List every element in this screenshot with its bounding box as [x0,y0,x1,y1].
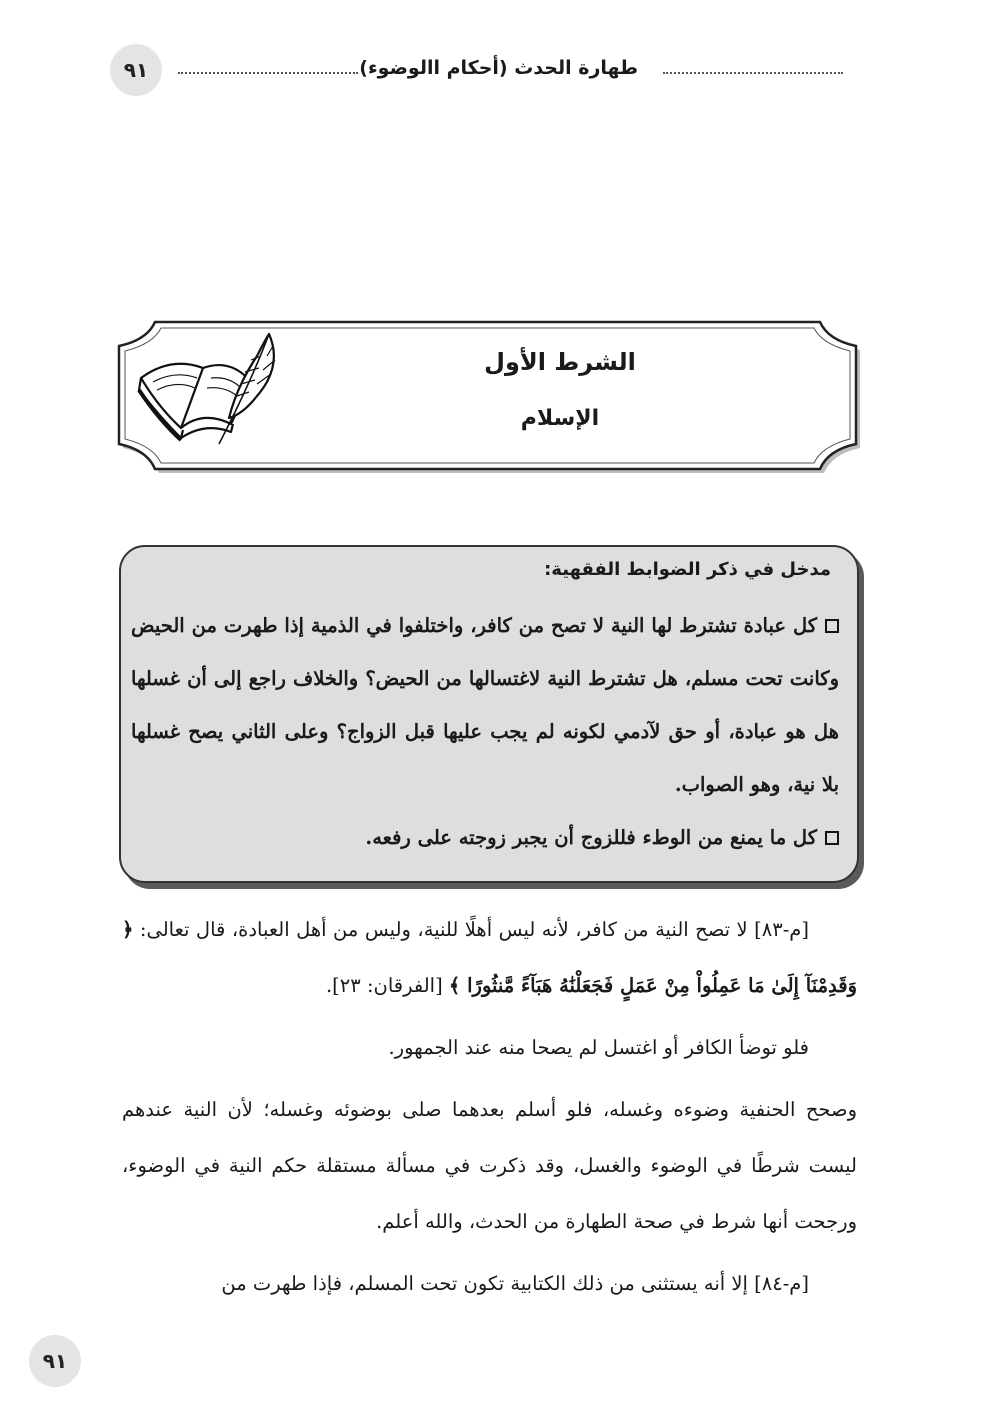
verse-reference: [الفرقان: ٢٣]. [325,974,449,997]
header-dotted-leader-right [663,72,843,74]
chapter-subtitle: الإسلام [520,406,600,431]
rule-1-text: كل عبادة تشترط لها النية لا تصح من كافر، واختلفوا في الذمية إذا طهرت من الحيض وكانت تحت مسلم، هل تشترط النية لاغتسالها من الحيض؟ والخلاف راجع إلى أن غسلها هل هو عبادة، أو حق لآدمي لكونه لم يجب عليها قبل الزواج؟ وعلى الثاني يصح غسلها بلا نية، وهو الصواب. [131,614,839,796]
rule-item [131,811,839,864]
checkbox-icon [825,619,839,633]
footer-page-number [29,1335,81,1387]
paragraph-2: فلو توضأ الكافر أو اغتسل لم يصحا منه عند الجمهور. [388,1036,809,1059]
main-text [122,902,857,1312]
running-header [178,55,848,87]
rules-heading: مدخل في ذكر الضوابط الفقهية: [544,559,831,580]
paragraph-3: وصحح الحنفية وضوءه وغسله، فلو أسلم بعدهما صلى بوضوئه وغسله؛ لأن النية عندهم ليست شرطًا في الوضوء والغسل، وقد ذكرت في مسألة مستقلة حكم النية في الوضوء، ورجحت أنها شرط في صحة الطهارة من الحدث، والله أعلم. [122,1098,857,1233]
paragraph-4: [م-٨٤] إلا أنه يستثنى من ذلك الكتابية تكون تحت المسلم، فإذا طهرت من [221,1272,809,1295]
chapter-title-frame [115,318,860,473]
rule-2-text: كل ما يمنع من الوطء فللزوج أن يجبر زوجته على رفعه. [365,826,817,849]
header-page-number-text: ٩١ [123,58,149,82]
running-title: طهارة الحدث (أحكام االوضوء) [359,57,638,79]
paragraph-1 [122,902,857,1014]
paragraph-1-text: [م-٨٣] لا تصح النية من كافر، لأنه ليس أهلًا للنية، وليس من أهل العبادة، قال تعالى: [133,918,809,941]
rules-body [131,599,839,864]
rule-item [131,599,839,811]
header-dotted-leader-left [178,72,358,74]
book-and-quill-icon [133,326,283,451]
fiqh-rules-box [119,545,859,883]
header-page-number [110,44,162,96]
quran-verse: ﴿ وَقَدِمْنَآ إِلَىٰ مَا عَمِلُواْ مِنْ عَمَلٍ فَجَعَلْنَٰهُ هَبَآءً مَّنثُورًا ﴾ [122,918,857,997]
footer-page-number-text: ٩١ [42,1349,68,1373]
chapter-title: الشرط الأول [484,348,636,376]
checkbox-icon [825,831,839,845]
